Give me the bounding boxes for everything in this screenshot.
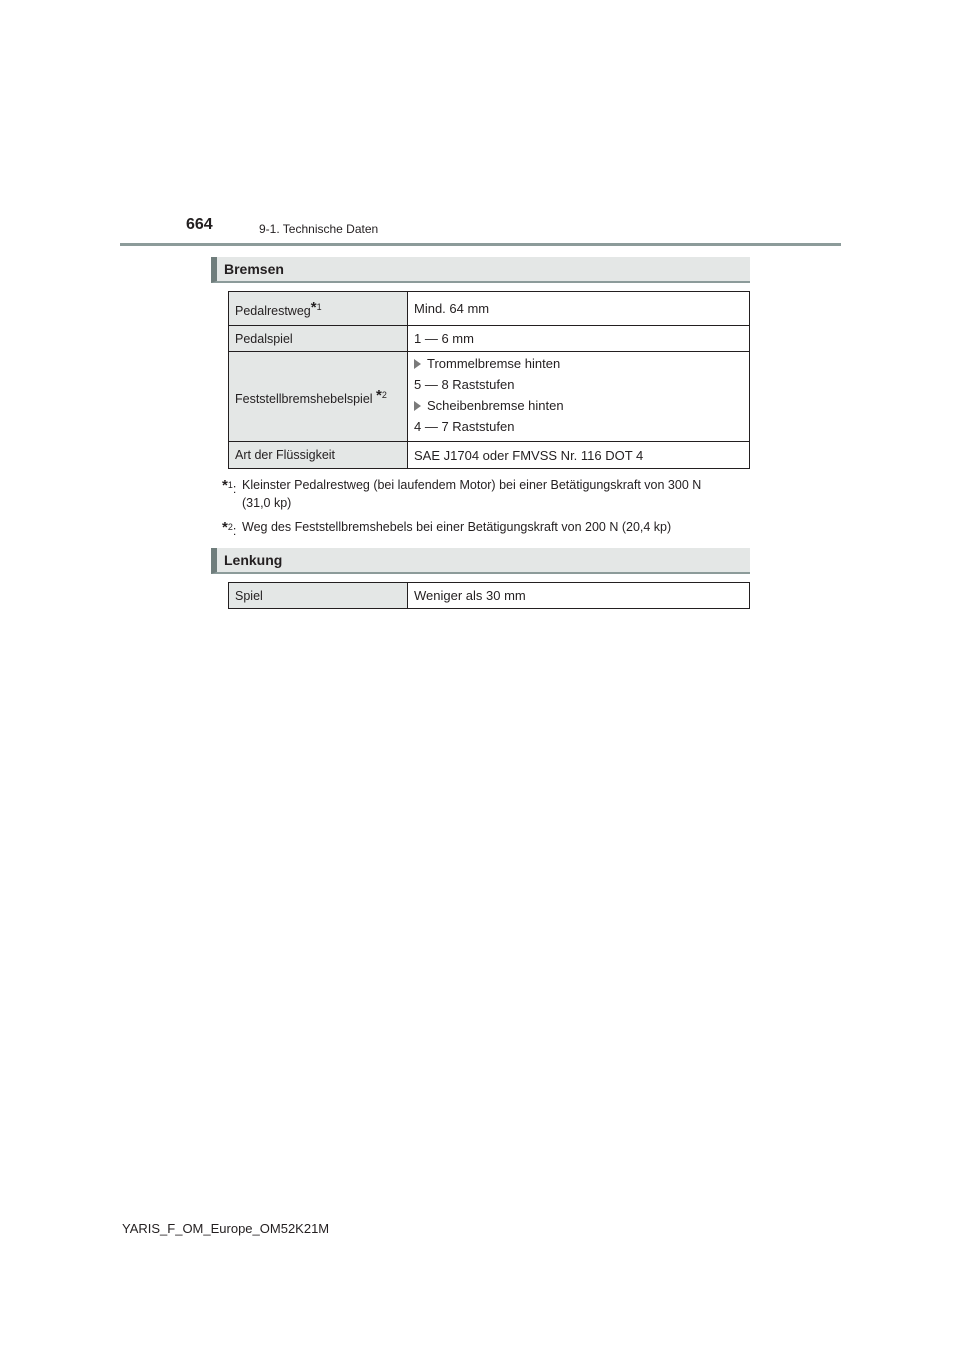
footnote-text-continued: (31,0 kp)	[242, 496, 292, 510]
steering-play-label: Spiel	[229, 583, 408, 609]
list-item: Scheibenbremse hinten	[414, 398, 743, 413]
brakes-heading: Bremsen	[224, 261, 284, 277]
list-item: Trommelbremse hinten	[414, 356, 743, 371]
footnote-1	[222, 476, 752, 512]
table-row	[229, 583, 750, 609]
brakes-heading-band	[211, 257, 750, 283]
section-title: 9-1. Technische Daten	[259, 222, 379, 236]
pedal-play-label: Pedalspiel	[229, 326, 408, 352]
triangle-bullet-icon	[414, 359, 421, 369]
footnote-text: Weg des Feststellbremshebels bei einer Betätigungskraft von 200 N (20,4 kp)	[242, 520, 672, 534]
steering-play-value: Weniger als 30 mm	[408, 583, 750, 609]
table-row	[229, 352, 750, 442]
parking-brake-label: Feststellbremshebelspiel *$^2$	[229, 352, 408, 442]
footnote-marker: *$^1$:	[222, 477, 237, 497]
triangle-bullet-icon	[414, 401, 421, 411]
pedal-reserve-value: Mind. 64 mm	[408, 292, 750, 326]
steering-table	[228, 582, 750, 609]
table-row	[229, 442, 750, 469]
table-row	[229, 326, 750, 352]
fluid-value: SAE J1704 oder FMVSS Nr. 116 DOT 4	[408, 442, 750, 469]
steering-heading: Lenkung	[224, 552, 283, 568]
pedal-reserve-label: Pedalrestweg*$^1$	[229, 292, 408, 326]
footnote-2	[222, 518, 752, 539]
table-row	[229, 292, 750, 326]
footnote-text: Kleinster Pedalrestweg (bei laufendem Motor) bei einer Betätigungskraft von 300 N	[242, 478, 702, 492]
steering-heading-band	[211, 548, 750, 574]
header-divider	[120, 243, 841, 246]
drum-brake-value: 5 — 8 Raststufen	[414, 377, 515, 392]
pedal-play-value: 1 — 6 mm	[408, 326, 750, 352]
parking-brake-value	[408, 352, 750, 442]
page-number: 664	[186, 216, 213, 233]
footnote-marker: *$^2$:	[222, 519, 237, 539]
disc-brake-value: 4 — 7 Raststufen	[414, 419, 515, 434]
document-id: YARIS_F_OM_Europe_OM52K21M	[122, 1221, 330, 1236]
fluid-label: Art der Flüssigkeit	[229, 442, 408, 469]
brakes-table	[228, 291, 750, 469]
